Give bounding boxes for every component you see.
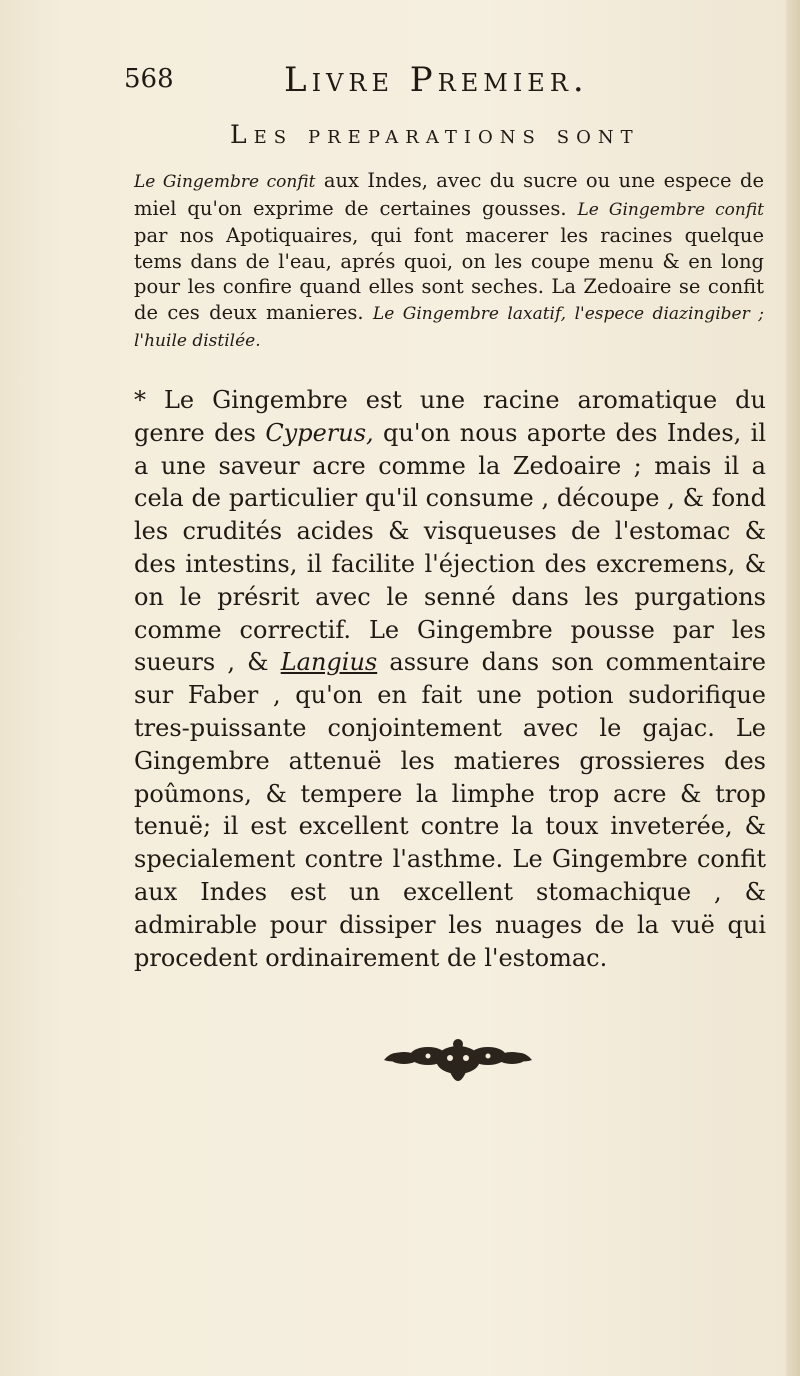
main-paragraph bbox=[134, 384, 766, 974]
text-run: assure dans son commentaire sur Faber , qu'on en fait une potion sudorifique tres-puissante conjointement avec le gajac. Le Gingembre attenuë les matieres grossieres des poûmons, & tempere la limphe trop acre & trop tenuë; il est excellent contre la toux inveterée, & specialement contre l'asthme. Le Gingembre confit aux Indes est un excellent stomachique , & admirable pour dissiper les nuages de la vuë qui procedent ordinairement de l'estomac. bbox=[134, 648, 766, 972]
text-run: * Le Gingembre est une racine aromatique du genre des bbox=[134, 386, 766, 447]
preparations-paragraph bbox=[134, 168, 764, 355]
text-run: qu'on nous aporte des Indes, il a une saveur acre comme la Zedoaire ; mais il a cela de particulier qu'il consume , découpe , & fond les crudités acides & visqueuses de l'estomac & des intestins, il facilite l'éjection des excremens, & on le présrit avec le senné dans les purgations comme correctif. Le Gingembre pousse par les sueurs , & bbox=[134, 418, 766, 677]
italic-term: Le Gingembre confit bbox=[577, 199, 764, 220]
page-edge bbox=[786, 0, 800, 1376]
page-header bbox=[124, 60, 644, 100]
italic-term: Le Gingembre confit bbox=[134, 172, 316, 192]
text-run: par nos Apotiquaires, qui font macerer les racines quelque tems dans de l'eau, aprés quoi, on les coupe menu & en long pour les confire quand elles sont seches. La Zedoaire se confit de ces deux manieres. bbox=[134, 224, 764, 324]
running-title: Livre Premier. bbox=[284, 60, 589, 100]
italic-term: Le Gingembre laxatif, l'espece diazingiber ; l'huile distilée. bbox=[134, 303, 765, 351]
section-title: Les preparations sont bbox=[230, 120, 640, 149]
floral-ornament-icon bbox=[380, 1034, 536, 1090]
italic-term: Cyperus, bbox=[265, 418, 374, 447]
text-run: aux Indes, avec du sucre ou une espece de miel qu'on exprime de certaines gousses. bbox=[134, 169, 764, 220]
italic-name: Langius bbox=[280, 648, 378, 677]
page-number: 568 bbox=[124, 64, 174, 94]
